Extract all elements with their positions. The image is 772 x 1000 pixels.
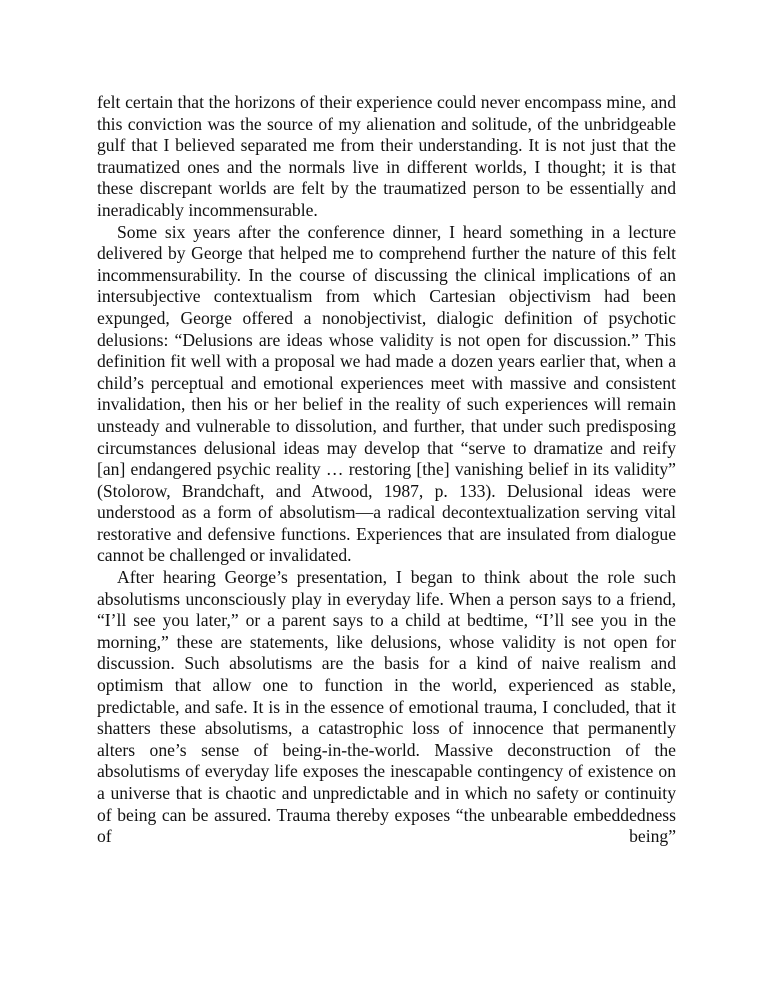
paragraph-1: felt certain that the horizons of their experience could never encompass mine, and this conviction was the source of my alienation and solitude, of the unbridgeable gulf that I believed separated me from their understanding. It is not just that the traumatized ones and the normals live in different worlds, I thought; it is that these discrepant worlds are felt by the traumatized person to be essentially and ineradicably incommensurable. bbox=[97, 92, 676, 220]
paragraph-3: After hearing George’s presentation, I began to think about the role such absolutisms unconsciously play in everyday life. When a person says to a friend, “I’ll see you later,” or a parent says to a child at bedtime, “I’ll see you in the morning,” these are statements, like delusions, whose validity is not open for discussion. Such absolutisms are the basis for a kind of naive realism and optimism that allow one to function in the world, experienced as stable, predictable, and safe. It is in the essence of emotional trauma, I concluded, that it shatters these absolutisms, a catastrophic loss of innocence that permanently alters one’s sense of being-in-the-world. Massive deconstruction of the absolutisms of everyday life exposes the inescapable contingency of existence on a universe that is chaotic and unpredictable and in which no safety or continuity of being can be assured. Trauma thereby exposes “the unbearable embeddedness of being” bbox=[97, 567, 676, 847]
page-body bbox=[97, 92, 676, 848]
paragraph-2: Some six years after the conference dinner, I heard something in a lecture delivered by George that helped me to comprehend further the nature of this felt incommensurability. In the course of discussing the clinical implications of an intersubjective contextualism from which Cartesian objectivism had been expunged, George offered a nonobjectivist, dialogic definition of psychotic delusions: “Delusions are ideas whose validity is not open for discussion.” This definition fit well with a proposal we had made a dozen years earlier that, when a child’s perceptual and emotional experiences meet with massive and consistent invalidation, then his or her belief in the reality of such experiences will remain unsteady and vulnerable to dissolution, and further, that under such predisposing circumstances delusional ideas may develop that “serve to dramatize and reify [an] endangered psychic reality … restoring [the] vanishing belief in its validity” (Stolorow, Brandchaft, and Atwood, 1987, p. 133). Delusional ideas were understood as a form of absolutism—a radical decontextualization serving vital restorative and defensive functions. Experiences that are insulated from dialogue cannot be challenged or invalidated. bbox=[97, 221, 676, 566]
